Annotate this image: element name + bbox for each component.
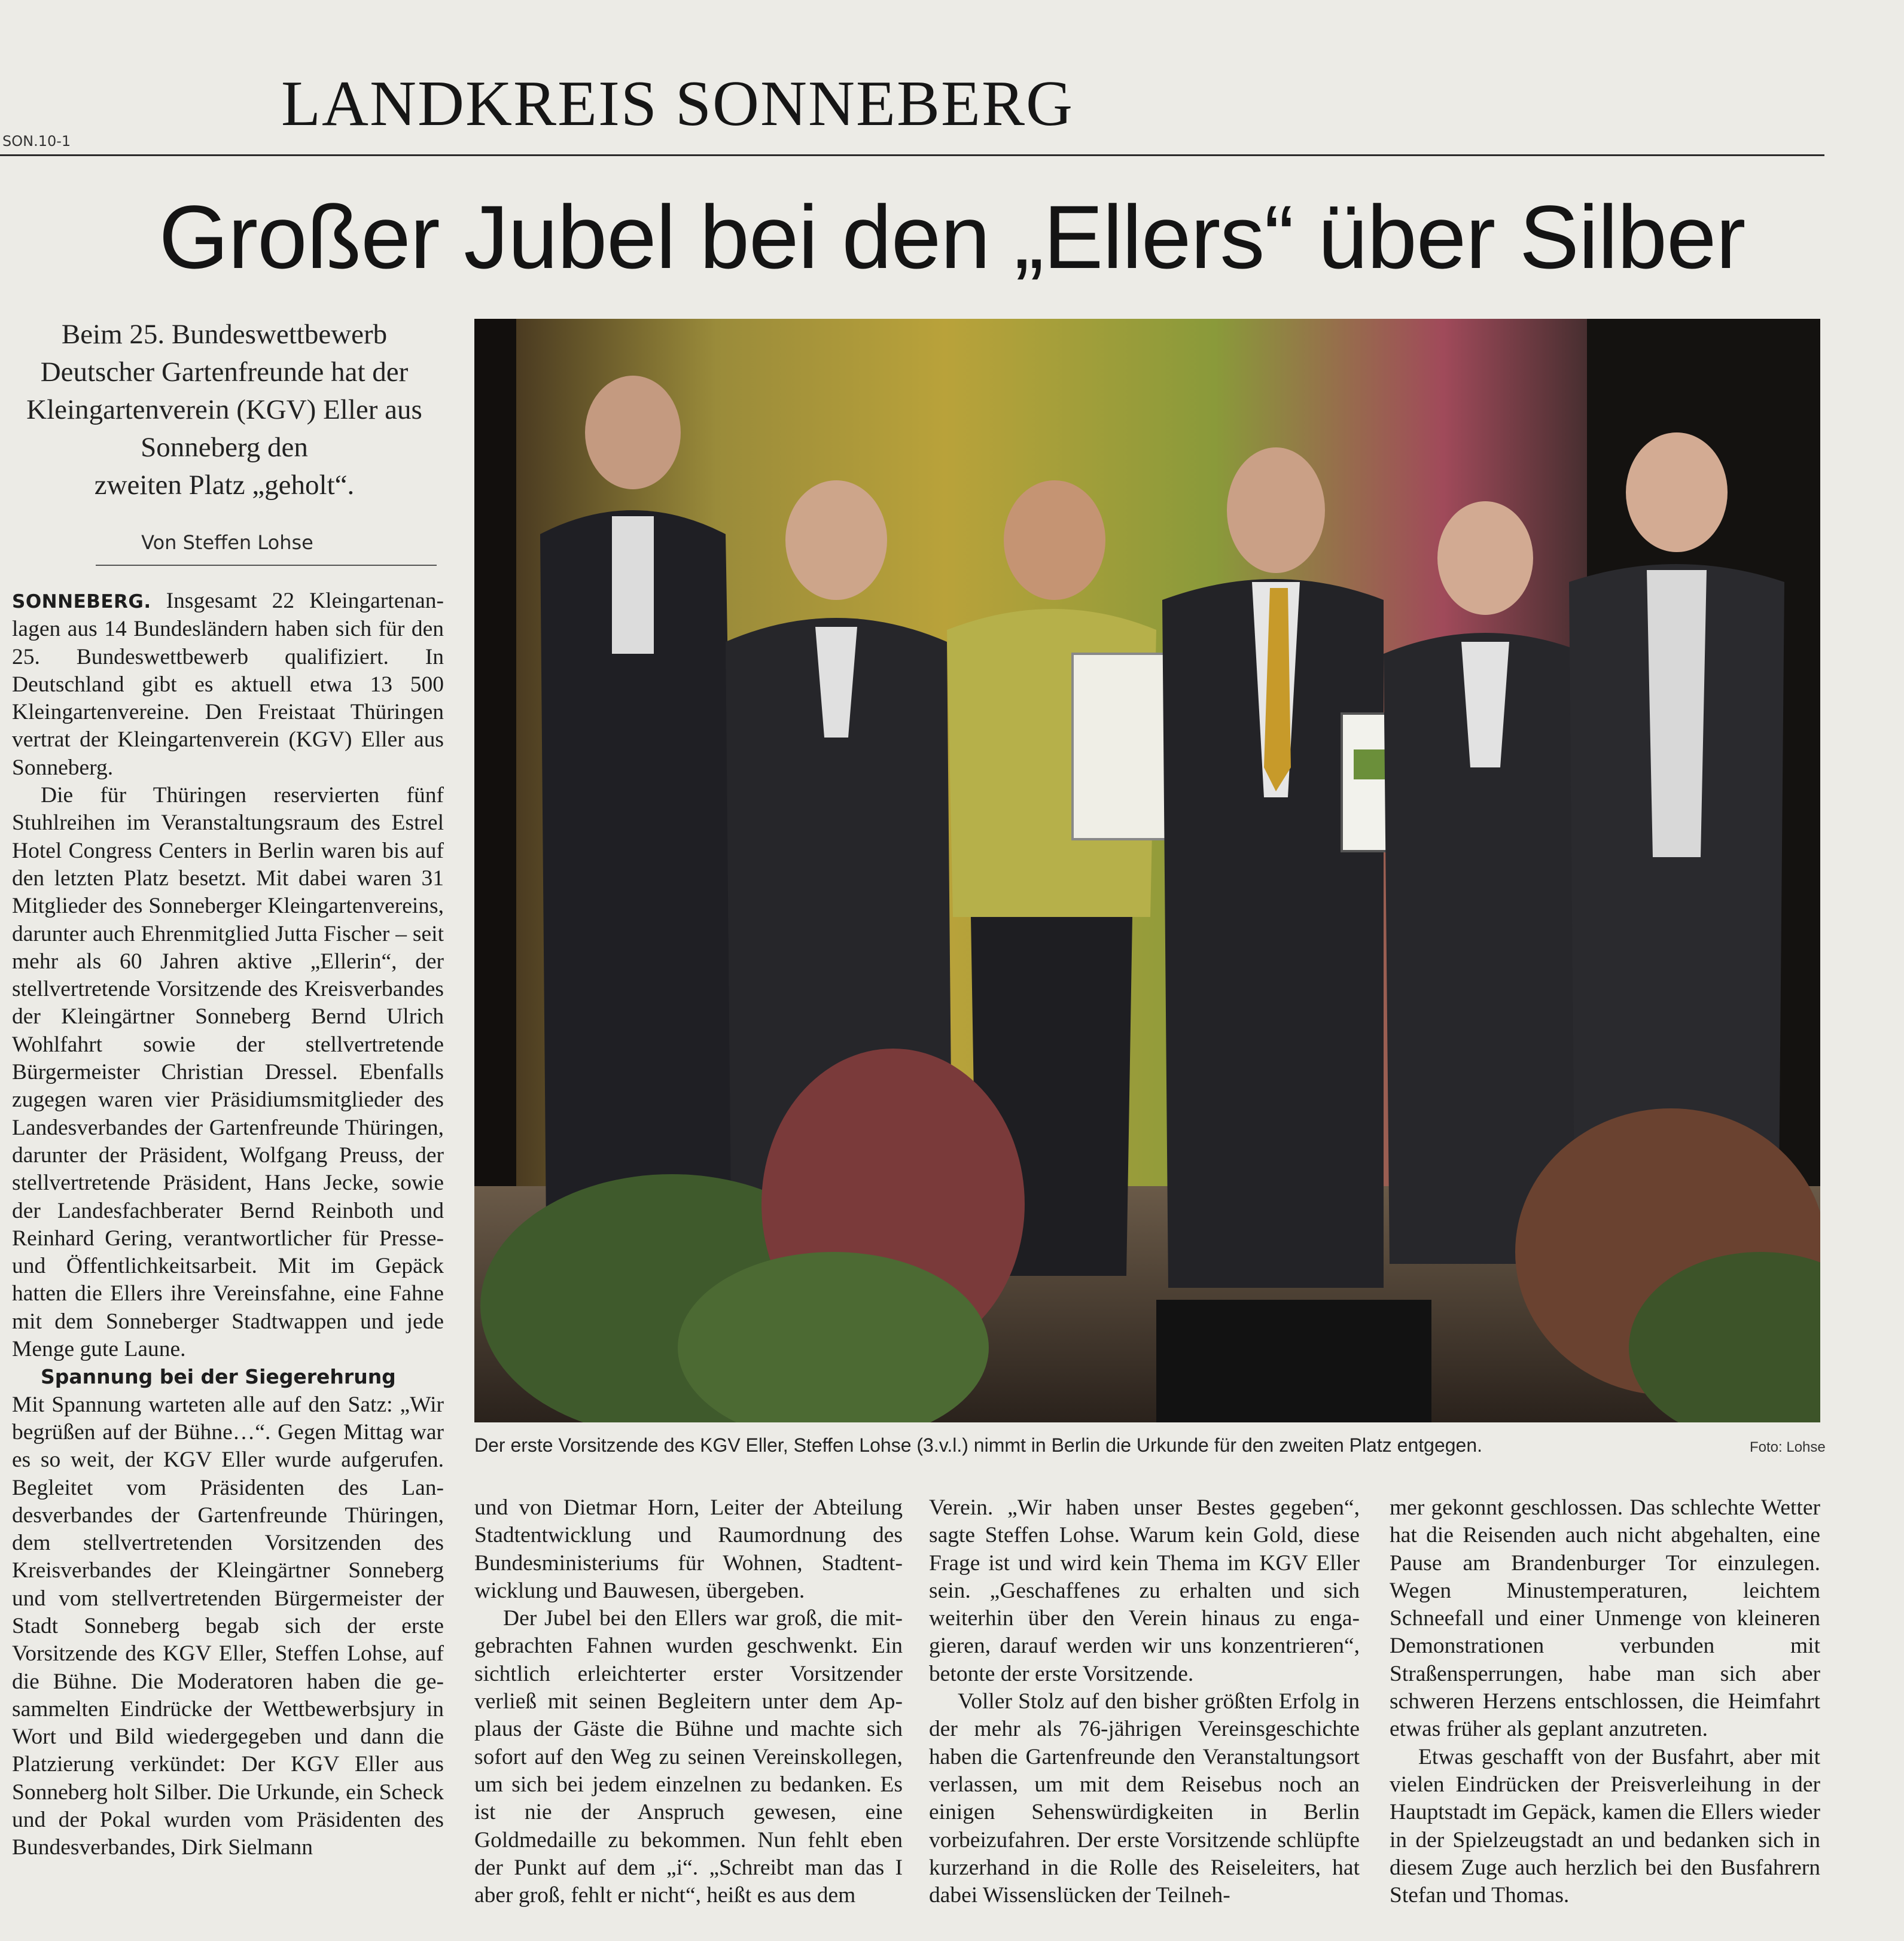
paragraph: und von Dietmar Horn, Leiter der Abteilung Stadtentwicklung und Raumordnung des Bundesministeriums für Wohnen, Stadtentwicklung und Bauwesen, übergeben. bbox=[474, 1495, 903, 1603]
article-column-3 bbox=[929, 1494, 1360, 1909]
page-code: SON.10-1 bbox=[2, 133, 71, 150]
lead-line: Sonneberg den bbox=[141, 432, 308, 463]
paragraph: Der Jubel bei den Ellers war groß, die mitgebrachten Fahnen wurden geschwenkt. Ein sichtlich erleichterter erster Vorsitzender verließ mit seinen Begleitern unter dem Applaus der Gäste die Bühne und machte sich sofort auf den Weg zu seinen Vereinskollegen, um sich bei jedem einzelnen zu bedanken. Es ist nie der Anspruch gewesen, eine Goldmedaille zu bekommen. Nun fehlt eben der Punkt auf dem „i“. „Schreibt man das I aber groß, fehlt er nicht“, heißt es aus dem bbox=[474, 1606, 903, 1908]
article-column-2 bbox=[474, 1494, 903, 1909]
paragraph: Insgesamt 22 Kleingartenanlagen aus 14 Bundesländern haben sich für den 25. Bundeswettbewerb qualifiziert. In Deutschland gibt es aktuell etwa 13 500 Kleingartenvereine. Den Freistaat Thüringen vertrat der Kleingartenverein (KGV) Eller aus Sonneberg. bbox=[12, 589, 444, 780]
paragraph: Die für Thüringen reservierten fünf Stuhlreihen im Veranstaltungsraum des Estrel Hotel Congress Centers in Berlin waren bis auf den letzten Platz besetzt. Mit dabei waren 31 Mitglieder des Sonneberger Kleingartenvereins, darunter auch Ehrenmitglied Jutta Fischer – seit mehr als 60 Jahren aktive „Ellerin“, der stellvertretende Vorsitzende des Kreisverbandes der Kleingärtner Sonneberg Bernd Ulrich Wohlfahrt sowie der stellvertretende Bürgermeister Christian Dressel. Ebenfalls zugegen waren vier Präsidiumsmitglieder des Landesverbandes der Gartenfreunde Thüringen, darunter der Präsident, Wolfgang Preuss, der stellvertretende Präsident, Hans Jecke, sowie der Landesfachberater Bernd Reinboth und Reinhard Gering, verantwortlicher für Presse- und Öffentlichkeitsarbeit. Mit im Gepäck hatten die Ellers ihre Vereinsfahne, eine Fahne mit dem Sonneberger Stadtwappen und jede Menge gute Laune. bbox=[12, 783, 444, 1362]
section-title: LANDKREIS SONNEBERG bbox=[281, 68, 1074, 139]
paragraph: Verein. „Wir haben unser Bestes gegeben“, sagte Steffen Lohse. Warum kein Gold, diese Frage ist und wird kein Thema im KGV Eller sein. „Geschaffenes zu erhalten und sich weiterhin über den Verein hinaus zu engagieren, darauf werden wir uns konzentrieren“, betonte der erste Vorsitzende. bbox=[929, 1495, 1360, 1686]
lead-paragraph bbox=[12, 316, 437, 504]
photo-caption: Der erste Vorsitzende des KGV Eller, Steffen Lohse (3.v.l.) nimmt in Berlin die Urkunde für den zweiten Platz entgegen. bbox=[474, 1434, 1483, 1456]
article-column-1 bbox=[12, 587, 444, 1862]
section-rule bbox=[0, 154, 1824, 156]
paragraph: mer gekonnt geschlossen. Das schlechte Wetter hat die Reisenden auch nicht abgehalten, eine Pause am Brandenburger Tor einzulegen. Wegen Minustemperaturen, leichtem Schneefall und einer Unmenge von kleineren Demonstrationen verbunden mit Straßensperrungen, habe man sich aber schweren Herzens entschlossen, die Heimfahrt etwas früher als geplant anzutreten. bbox=[1390, 1495, 1820, 1742]
paragraph: Etwas geschafft von der Busfahrt, aber mit vielen Eindrücken der Preisverleihung in der Hauptstadt im Gepäck, kamen die Ellers wieder in der Spielzeugstadt an und bedanken sich in diesem Zuge auch herzlich bei den Busfahrern Stefan und Thomas. bbox=[1390, 1744, 1820, 1908]
dateline: SONNEBERG. bbox=[12, 591, 151, 613]
subheading: Spannung bei der Siegerehrung bbox=[41, 1365, 396, 1389]
article-photo bbox=[474, 319, 1820, 1422]
byline: Von Steffen Lohse bbox=[141, 531, 313, 554]
lead-line: Beim 25. Bundeswettbewerb bbox=[61, 319, 388, 350]
photo-credit: Foto: Lohse bbox=[1750, 1439, 1826, 1455]
headline: Großer Jubel bei den „Ellers“ über Silber bbox=[159, 187, 1745, 287]
byline-rule bbox=[96, 565, 437, 566]
paragraph: Mit Spannung warteten alle auf den Satz: „Wir begrüßen auf der Bühne…“. Gegen Mittag war es so weit, der KGV Eller wurde aufgerufen. Begleitet vom Präsidenten des Landesverbandes der Gartenfreunde Thüringen, dem stellvertretenden Vorsitzenden des Kreisverbandes der Kleingärtner Sonneberg und vom stellvertretenden Bürgermeister der Stadt Sonneberg begab sich der erste Vorsitzende des KGV Eller, Steffen Lohse, auf die Bühne. Die Moderatoren haben die gesammelten Eindrücke der Wettbewerbsjury in Wort und Bild wiedergegeben und dann die Platzierung verkündet: Der KGV Eller aus Sonneberg holt Silber. Die Urkunde, ein Scheck und der Pokal wurden vom Präsidenten des Bundesverbandes, Dirk Sielmann bbox=[12, 1392, 444, 1860]
lead-line: zweiten Platz „geholt“. bbox=[94, 470, 355, 501]
lead-line: Kleingartenverein (KGV) Eller aus bbox=[26, 394, 422, 425]
lead-line: Deutscher Gartenfreunde hat der bbox=[40, 356, 409, 388]
paragraph: Voller Stolz auf den bisher größten Erfolg in der mehr als 76-jährigen Vereinsgeschichte haben die Gartenfreunde den Veranstaltungsort verlassen, um mit dem Reisebus noch an einigen Sehenswürdigkeiten in Berlin vorbeizufahren. Der erste Vorsitzende schlüpfte kurzerhand in die Rolle des Reiseleiters, hat dabei Wissenslücken der Teilneh- bbox=[929, 1689, 1360, 1908]
article-column-4 bbox=[1390, 1494, 1820, 1909]
